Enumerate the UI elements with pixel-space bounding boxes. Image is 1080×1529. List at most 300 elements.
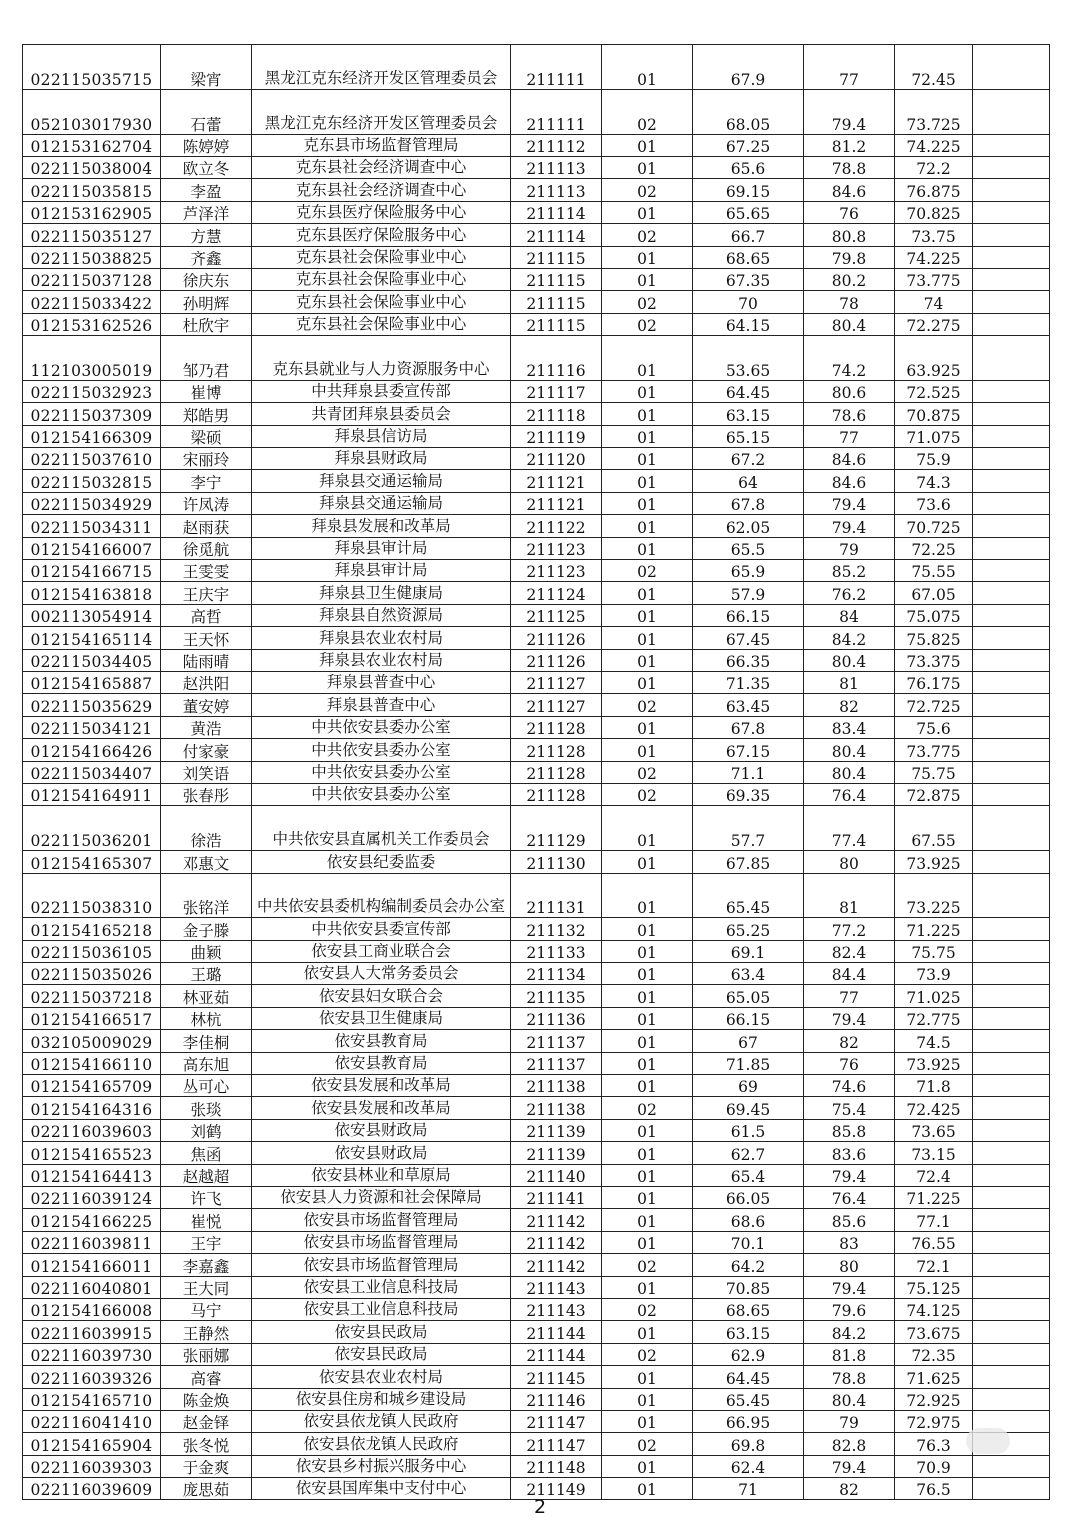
interview-score-cell: 85.2 bbox=[804, 560, 895, 582]
written-score-cell: 63.4 bbox=[693, 963, 804, 985]
name-cell: 陈婷婷 bbox=[161, 134, 252, 156]
candidate-id-cell: 022115037610 bbox=[23, 448, 161, 470]
interview-score-cell: 79.4 bbox=[804, 89, 895, 134]
interview-score-cell: 79.6 bbox=[804, 1298, 895, 1320]
note-cell bbox=[973, 179, 1050, 201]
position-code-cell: 211141 bbox=[511, 1187, 602, 1209]
written-score-cell: 63.45 bbox=[693, 694, 804, 716]
position-code-cell: 211119 bbox=[511, 425, 602, 447]
total-score-cell: 71.225 bbox=[895, 1187, 973, 1209]
candidate-id-cell: 022115033422 bbox=[23, 291, 161, 313]
unit-cell: 克东县社会经济调查中心 bbox=[252, 156, 511, 178]
candidate-id-cell: 022115035026 bbox=[23, 963, 161, 985]
table-row bbox=[23, 313, 1050, 335]
unit-cell: 克东县社会经济调查中心 bbox=[252, 179, 511, 201]
position-code-cell: 211132 bbox=[511, 918, 602, 940]
total-score-cell: 71.625 bbox=[895, 1366, 973, 1388]
candidate-id-cell: 022115034929 bbox=[23, 492, 161, 514]
written-score-cell: 67.8 bbox=[693, 716, 804, 738]
written-score-cell: 62.9 bbox=[693, 1343, 804, 1365]
interview-score-cell: 80 bbox=[804, 1254, 895, 1276]
note-cell bbox=[973, 1298, 1050, 1320]
candidate-id-cell: 022115035715 bbox=[23, 45, 161, 90]
name-cell: 高东旭 bbox=[161, 1052, 252, 1074]
name-cell: 金子滕 bbox=[161, 918, 252, 940]
total-score-cell: 71.225 bbox=[895, 918, 973, 940]
interview-score-cell: 79 bbox=[804, 1410, 895, 1432]
name-cell: 石蕾 bbox=[161, 89, 252, 134]
written-score-cell: 69 bbox=[693, 1075, 804, 1097]
written-score-cell: 67.45 bbox=[693, 627, 804, 649]
position-code-cell: 211145 bbox=[511, 1366, 602, 1388]
name-cell: 刘鹤 bbox=[161, 1119, 252, 1141]
table-row bbox=[23, 1455, 1050, 1477]
table-row bbox=[23, 963, 1050, 985]
interview-score-cell: 77 bbox=[804, 45, 895, 90]
position-seq-cell: 01 bbox=[602, 739, 693, 761]
candidate-id-cell: 012153162704 bbox=[23, 134, 161, 156]
candidate-id-cell: 022115032923 bbox=[23, 380, 161, 402]
position-seq-cell: 01 bbox=[602, 336, 693, 381]
written-score-cell: 62.7 bbox=[693, 1142, 804, 1164]
unit-cell: 中共依安县委办公室 bbox=[252, 716, 511, 738]
total-score-cell: 74.125 bbox=[895, 1298, 973, 1320]
position-code-cell: 211118 bbox=[511, 403, 602, 425]
unit-cell: 中共依安县委宣传部 bbox=[252, 918, 511, 940]
unit-cell: 依安县教育局 bbox=[252, 1030, 511, 1052]
name-cell: 丛可心 bbox=[161, 1075, 252, 1097]
candidate-id-cell: 022116039303 bbox=[23, 1455, 161, 1477]
candidate-id-cell: 022115038310 bbox=[23, 873, 161, 918]
name-cell: 梁宵 bbox=[161, 45, 252, 90]
table-row bbox=[23, 89, 1050, 134]
total-score-cell: 75.9 bbox=[895, 448, 973, 470]
unit-cell: 拜泉县卫生健康局 bbox=[252, 582, 511, 604]
unit-cell: 共青团拜泉县委员会 bbox=[252, 403, 511, 425]
name-cell: 刘笑语 bbox=[161, 761, 252, 783]
table-row bbox=[23, 425, 1050, 447]
interview-score-cell: 81.2 bbox=[804, 134, 895, 156]
candidate-id-cell: 022115032815 bbox=[23, 470, 161, 492]
position-code-cell: 211138 bbox=[511, 1097, 602, 1119]
note-cell bbox=[973, 515, 1050, 537]
interview-score-cell: 78.8 bbox=[804, 156, 895, 178]
position-seq-cell: 01 bbox=[602, 1410, 693, 1432]
interview-score-cell: 78 bbox=[804, 291, 895, 313]
name-cell: 邓惠文 bbox=[161, 851, 252, 873]
position-seq-cell: 02 bbox=[602, 291, 693, 313]
name-cell: 林杭 bbox=[161, 1007, 252, 1029]
candidate-id-cell: 012154166517 bbox=[23, 1007, 161, 1029]
position-seq-cell: 02 bbox=[602, 1298, 693, 1320]
written-score-cell: 67 bbox=[693, 1030, 804, 1052]
note-cell bbox=[973, 739, 1050, 761]
interview-score-cell: 79.4 bbox=[804, 1455, 895, 1477]
candidate-id-cell: 022115037309 bbox=[23, 403, 161, 425]
note-cell bbox=[973, 671, 1050, 693]
name-cell: 王静然 bbox=[161, 1321, 252, 1343]
position-code-cell: 211143 bbox=[511, 1298, 602, 1320]
table-row bbox=[23, 1007, 1050, 1029]
table-row bbox=[23, 1052, 1050, 1074]
candidate-id-cell: 012154166011 bbox=[23, 1254, 161, 1276]
written-score-cell: 69.1 bbox=[693, 940, 804, 962]
table-row bbox=[23, 224, 1050, 246]
position-seq-cell: 01 bbox=[602, 604, 693, 626]
table-row bbox=[23, 1119, 1050, 1141]
candidate-id-cell: 022116039124 bbox=[23, 1187, 161, 1209]
position-code-cell: 211114 bbox=[511, 201, 602, 223]
position-seq-cell: 01 bbox=[602, 1187, 693, 1209]
unit-cell: 中共依安县委办公室 bbox=[252, 739, 511, 761]
position-seq-cell: 01 bbox=[602, 1366, 693, 1388]
written-score-cell: 69.35 bbox=[693, 783, 804, 805]
unit-cell: 拜泉县交通运输局 bbox=[252, 470, 511, 492]
unit-cell: 拜泉县发展和改革局 bbox=[252, 515, 511, 537]
written-score-cell: 67.25 bbox=[693, 134, 804, 156]
table-row bbox=[23, 515, 1050, 537]
name-cell: 赵越超 bbox=[161, 1164, 252, 1186]
unit-cell: 拜泉县财政局 bbox=[252, 448, 511, 470]
table-row bbox=[23, 1142, 1050, 1164]
name-cell: 陈金焕 bbox=[161, 1388, 252, 1410]
total-score-cell: 70.725 bbox=[895, 515, 973, 537]
written-score-cell: 66.35 bbox=[693, 649, 804, 671]
name-cell: 徐觅航 bbox=[161, 537, 252, 559]
table-row bbox=[23, 537, 1050, 559]
total-score-cell: 72.425 bbox=[895, 1097, 973, 1119]
unit-cell: 中共依安县直属机关工作委员会 bbox=[252, 806, 511, 851]
name-cell: 焦函 bbox=[161, 1142, 252, 1164]
position-code-cell: 211146 bbox=[511, 1388, 602, 1410]
interview-score-cell: 79.4 bbox=[804, 492, 895, 514]
interview-score-cell: 84.6 bbox=[804, 470, 895, 492]
table-row bbox=[23, 403, 1050, 425]
total-score-cell: 75.075 bbox=[895, 604, 973, 626]
candidate-id-cell: 022115038825 bbox=[23, 246, 161, 268]
watermark-logo-icon bbox=[966, 1428, 1010, 1454]
note-cell bbox=[973, 604, 1050, 626]
position-code-cell: 211122 bbox=[511, 515, 602, 537]
position-seq-cell: 01 bbox=[602, 268, 693, 290]
written-score-cell: 65.9 bbox=[693, 560, 804, 582]
unit-cell: 克东县社会保险事业中心 bbox=[252, 246, 511, 268]
position-seq-cell: 01 bbox=[602, 851, 693, 873]
name-cell: 林亚茹 bbox=[161, 985, 252, 1007]
interview-score-cell: 76.2 bbox=[804, 582, 895, 604]
candidate-id-cell: 022115034311 bbox=[23, 515, 161, 537]
interview-score-cell: 79.4 bbox=[804, 1164, 895, 1186]
interview-score-cell: 74.6 bbox=[804, 1075, 895, 1097]
position-seq-cell: 01 bbox=[602, 918, 693, 940]
total-score-cell: 73.225 bbox=[895, 873, 973, 918]
note-cell bbox=[973, 224, 1050, 246]
position-code-cell: 211111 bbox=[511, 89, 602, 134]
position-seq-cell: 01 bbox=[602, 1231, 693, 1253]
table-row bbox=[23, 582, 1050, 604]
written-score-cell: 69.8 bbox=[693, 1433, 804, 1455]
written-score-cell: 65.5 bbox=[693, 537, 804, 559]
unit-cell: 中共拜泉县委宣传部 bbox=[252, 380, 511, 402]
note-cell bbox=[973, 492, 1050, 514]
unit-cell: 依安县市场监督管理局 bbox=[252, 1254, 511, 1276]
position-code-cell: 211144 bbox=[511, 1343, 602, 1365]
interview-score-cell: 81 bbox=[804, 873, 895, 918]
written-score-cell: 65.25 bbox=[693, 918, 804, 940]
note-cell bbox=[973, 1052, 1050, 1074]
total-score-cell: 73.775 bbox=[895, 268, 973, 290]
note-cell bbox=[973, 89, 1050, 134]
note-cell bbox=[973, 537, 1050, 559]
note-cell bbox=[973, 1097, 1050, 1119]
total-score-cell: 73.775 bbox=[895, 739, 973, 761]
total-score-cell: 70.875 bbox=[895, 403, 973, 425]
table-row bbox=[23, 492, 1050, 514]
table-row bbox=[23, 336, 1050, 381]
position-seq-cell: 02 bbox=[602, 1343, 693, 1365]
written-score-cell: 65.45 bbox=[693, 1388, 804, 1410]
name-cell: 杜欣宇 bbox=[161, 313, 252, 335]
note-cell bbox=[973, 313, 1050, 335]
unit-cell: 依安县教育局 bbox=[252, 1052, 511, 1074]
position-code-cell: 211133 bbox=[511, 940, 602, 962]
name-cell: 赵雨获 bbox=[161, 515, 252, 537]
position-code-cell: 211115 bbox=[511, 291, 602, 313]
candidate-id-cell: 022116039603 bbox=[23, 1119, 161, 1141]
name-cell: 方慧 bbox=[161, 224, 252, 246]
name-cell: 张琰 bbox=[161, 1097, 252, 1119]
name-cell: 王大同 bbox=[161, 1276, 252, 1298]
interview-score-cell: 80.8 bbox=[804, 224, 895, 246]
table-row bbox=[23, 246, 1050, 268]
unit-cell: 克东县医疗保险服务中心 bbox=[252, 201, 511, 223]
note-cell bbox=[973, 1231, 1050, 1253]
position-code-cell: 211121 bbox=[511, 470, 602, 492]
position-code-cell: 211138 bbox=[511, 1075, 602, 1097]
unit-cell: 依安县依龙镇人民政府 bbox=[252, 1433, 511, 1455]
written-score-cell: 65.4 bbox=[693, 1164, 804, 1186]
note-cell bbox=[973, 1119, 1050, 1141]
name-cell: 王天怀 bbox=[161, 627, 252, 649]
note-cell bbox=[973, 1321, 1050, 1343]
interview-score-cell: 76 bbox=[804, 201, 895, 223]
total-score-cell: 72.25 bbox=[895, 537, 973, 559]
unit-cell: 依安县林业和草原局 bbox=[252, 1164, 511, 1186]
name-cell: 徐庆东 bbox=[161, 268, 252, 290]
table-row bbox=[23, 627, 1050, 649]
total-score-cell: 72.45 bbox=[895, 45, 973, 90]
total-score-cell: 73.675 bbox=[895, 1321, 973, 1343]
written-score-cell: 66.15 bbox=[693, 604, 804, 626]
unit-cell: 依安县人力资源和社会保障局 bbox=[252, 1187, 511, 1209]
name-cell: 梁硕 bbox=[161, 425, 252, 447]
note-cell bbox=[973, 627, 1050, 649]
candidate-id-cell: 012154165114 bbox=[23, 627, 161, 649]
note-cell bbox=[973, 918, 1050, 940]
position-code-cell: 211139 bbox=[511, 1119, 602, 1141]
name-cell: 付家豪 bbox=[161, 739, 252, 761]
position-seq-cell: 01 bbox=[602, 1276, 693, 1298]
total-score-cell: 76.5 bbox=[895, 1478, 973, 1500]
table-row bbox=[23, 291, 1050, 313]
unit-cell: 依安县市场监督管理局 bbox=[252, 1209, 511, 1231]
unit-cell: 依安县工商业联合会 bbox=[252, 940, 511, 962]
candidate-id-cell: 012154164413 bbox=[23, 1164, 161, 1186]
written-score-cell: 71 bbox=[693, 1478, 804, 1500]
unit-cell: 依安县民政局 bbox=[252, 1343, 511, 1365]
total-score-cell: 74.225 bbox=[895, 134, 973, 156]
position-code-cell: 211135 bbox=[511, 985, 602, 1007]
interview-score-cell: 80.4 bbox=[804, 761, 895, 783]
name-cell: 齐鑫 bbox=[161, 246, 252, 268]
total-score-cell: 63.925 bbox=[895, 336, 973, 381]
name-cell: 张铭洋 bbox=[161, 873, 252, 918]
unit-cell: 依安县民政局 bbox=[252, 1321, 511, 1343]
interview-score-cell: 76.4 bbox=[804, 1187, 895, 1209]
name-cell: 张冬悦 bbox=[161, 1433, 252, 1455]
position-code-cell: 211144 bbox=[511, 1321, 602, 1343]
written-score-cell: 68.65 bbox=[693, 246, 804, 268]
table-row bbox=[23, 649, 1050, 671]
position-seq-cell: 01 bbox=[602, 201, 693, 223]
table-row bbox=[23, 716, 1050, 738]
table-row bbox=[23, 1321, 1050, 1343]
name-cell: 李嘉鑫 bbox=[161, 1254, 252, 1276]
note-cell bbox=[973, 1030, 1050, 1052]
unit-cell: 拜泉县普查中心 bbox=[252, 671, 511, 693]
unit-cell: 依安县人大常务委员会 bbox=[252, 963, 511, 985]
interview-score-cell: 76.4 bbox=[804, 783, 895, 805]
position-seq-cell: 01 bbox=[602, 1052, 693, 1074]
written-score-cell: 66.15 bbox=[693, 1007, 804, 1029]
written-score-cell: 64.45 bbox=[693, 380, 804, 402]
position-code-cell: 211126 bbox=[511, 627, 602, 649]
candidate-id-cell: 012154165523 bbox=[23, 1142, 161, 1164]
candidate-id-cell: 022115037218 bbox=[23, 985, 161, 1007]
position-code-cell: 211136 bbox=[511, 1007, 602, 1029]
results-table bbox=[22, 44, 1050, 1500]
note-cell bbox=[973, 649, 1050, 671]
position-seq-cell: 01 bbox=[602, 156, 693, 178]
table-row bbox=[23, 604, 1050, 626]
position-code-cell: 211117 bbox=[511, 380, 602, 402]
written-score-cell: 64 bbox=[693, 470, 804, 492]
candidate-id-cell: 022115034407 bbox=[23, 761, 161, 783]
interview-score-cell: 84.4 bbox=[804, 963, 895, 985]
total-score-cell: 72.775 bbox=[895, 1007, 973, 1029]
total-score-cell: 73.6 bbox=[895, 492, 973, 514]
candidate-id-cell: 022115035815 bbox=[23, 179, 161, 201]
written-score-cell: 69.45 bbox=[693, 1097, 804, 1119]
position-seq-cell: 01 bbox=[602, 1119, 693, 1141]
unit-cell: 黑龙江克东经济开发区管理委员会 bbox=[252, 45, 511, 90]
written-score-cell: 67.2 bbox=[693, 448, 804, 470]
unit-cell: 依安县纪委监委 bbox=[252, 851, 511, 873]
written-score-cell: 65.65 bbox=[693, 201, 804, 223]
written-score-cell: 63.15 bbox=[693, 1321, 804, 1343]
note-cell bbox=[973, 1254, 1050, 1276]
position-code-cell: 211121 bbox=[511, 492, 602, 514]
position-seq-cell: 01 bbox=[602, 940, 693, 962]
unit-cell: 克东县市场监督管理局 bbox=[252, 134, 511, 156]
note-cell bbox=[973, 1164, 1050, 1186]
candidate-id-cell: 052103017930 bbox=[23, 89, 161, 134]
interview-score-cell: 84.6 bbox=[804, 179, 895, 201]
note-cell bbox=[973, 940, 1050, 962]
written-score-cell: 71.35 bbox=[693, 671, 804, 693]
unit-cell: 拜泉县信访局 bbox=[252, 425, 511, 447]
total-score-cell: 73.925 bbox=[895, 851, 973, 873]
name-cell: 许飞 bbox=[161, 1187, 252, 1209]
position-seq-cell: 01 bbox=[602, 873, 693, 918]
name-cell: 张丽娜 bbox=[161, 1343, 252, 1365]
position-code-cell: 211120 bbox=[511, 448, 602, 470]
candidate-id-cell: 012154164316 bbox=[23, 1097, 161, 1119]
name-cell: 陆雨晴 bbox=[161, 649, 252, 671]
total-score-cell: 72.925 bbox=[895, 1388, 973, 1410]
written-score-cell: 66.7 bbox=[693, 224, 804, 246]
unit-cell: 依安县农业农村局 bbox=[252, 1366, 511, 1388]
interview-score-cell: 85.8 bbox=[804, 1119, 895, 1141]
total-score-cell: 72.875 bbox=[895, 783, 973, 805]
position-seq-cell: 01 bbox=[602, 515, 693, 537]
position-code-cell: 211123 bbox=[511, 537, 602, 559]
position-code-cell: 211127 bbox=[511, 694, 602, 716]
position-code-cell: 211130 bbox=[511, 851, 602, 873]
interview-score-cell: 83.4 bbox=[804, 716, 895, 738]
interview-score-cell: 81.8 bbox=[804, 1343, 895, 1365]
note-cell bbox=[973, 1187, 1050, 1209]
interview-score-cell: 79.4 bbox=[804, 1276, 895, 1298]
candidate-id-cell: 012154165218 bbox=[23, 918, 161, 940]
candidate-id-cell: 012154166225 bbox=[23, 1209, 161, 1231]
candidate-id-cell: 022115034405 bbox=[23, 649, 161, 671]
table-row bbox=[23, 940, 1050, 962]
note-cell bbox=[973, 134, 1050, 156]
total-score-cell: 72.975 bbox=[895, 1410, 973, 1432]
position-seq-cell: 02 bbox=[602, 783, 693, 805]
table-row bbox=[23, 851, 1050, 873]
name-cell: 王宇 bbox=[161, 1231, 252, 1253]
unit-cell: 依安县乡村振兴服务中心 bbox=[252, 1455, 511, 1477]
position-seq-cell: 01 bbox=[602, 1455, 693, 1477]
note-cell bbox=[973, 156, 1050, 178]
name-cell: 马宁 bbox=[161, 1298, 252, 1320]
position-code-cell: 211113 bbox=[511, 179, 602, 201]
unit-cell: 依安县发展和改革局 bbox=[252, 1075, 511, 1097]
written-score-cell: 70.1 bbox=[693, 1231, 804, 1253]
candidate-id-cell: 012154165709 bbox=[23, 1075, 161, 1097]
candidate-id-cell: 022116039730 bbox=[23, 1343, 161, 1365]
position-code-cell: 211134 bbox=[511, 963, 602, 985]
name-cell: 高哲 bbox=[161, 604, 252, 626]
total-score-cell: 75.125 bbox=[895, 1276, 973, 1298]
unit-cell: 依安县依龙镇人民政府 bbox=[252, 1410, 511, 1432]
position-code-cell: 211128 bbox=[511, 716, 602, 738]
position-code-cell: 211142 bbox=[511, 1231, 602, 1253]
interview-score-cell: 79.4 bbox=[804, 1007, 895, 1029]
table-row bbox=[23, 985, 1050, 1007]
candidate-id-cell: 012154166110 bbox=[23, 1052, 161, 1074]
unit-cell: 依安县国库集中支付中心 bbox=[252, 1478, 511, 1500]
interview-score-cell: 85.6 bbox=[804, 1209, 895, 1231]
name-cell: 崔博 bbox=[161, 380, 252, 402]
candidate-id-cell: 022115036201 bbox=[23, 806, 161, 851]
position-code-cell: 211112 bbox=[511, 134, 602, 156]
note-cell bbox=[973, 403, 1050, 425]
interview-score-cell: 79.4 bbox=[804, 515, 895, 537]
note-cell bbox=[973, 783, 1050, 805]
